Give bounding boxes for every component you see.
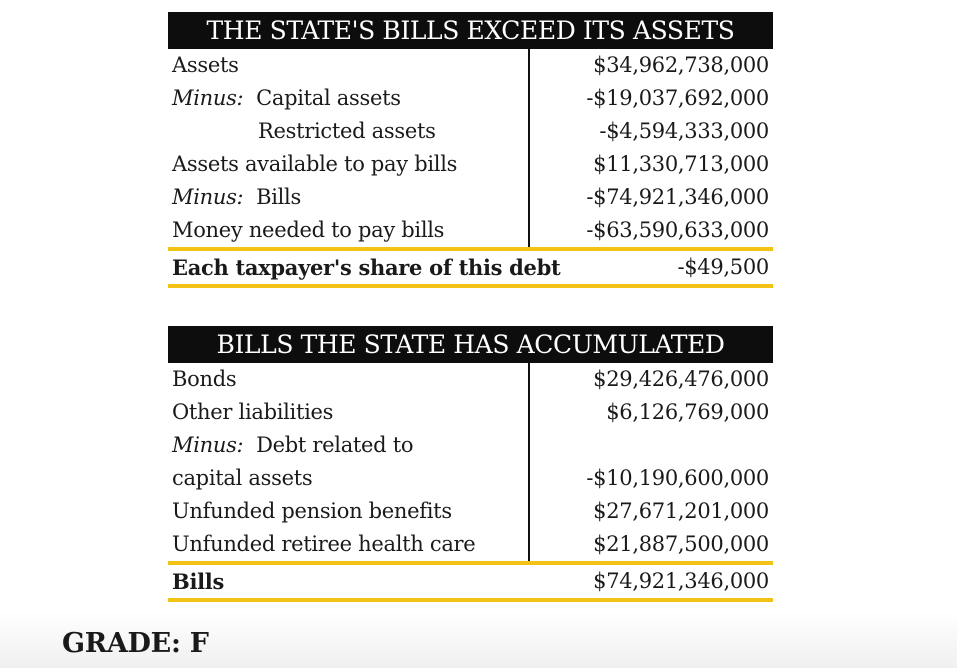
row-prefix: Minus: bbox=[172, 185, 244, 209]
gold-divider bbox=[168, 284, 773, 288]
gold-divider bbox=[168, 598, 773, 602]
table-body bbox=[168, 49, 773, 247]
row-label: Unfunded retiree health care bbox=[172, 532, 476, 556]
assets-vs-bills-table bbox=[168, 12, 773, 288]
row-label: Other liabilities bbox=[172, 400, 334, 424]
total-value: -$49,500 bbox=[677, 255, 769, 279]
table-row bbox=[168, 429, 773, 462]
row-label: Assets available to pay bills bbox=[172, 152, 458, 176]
table-row bbox=[168, 528, 773, 561]
row-value: $29,426,476,000 bbox=[593, 367, 769, 391]
total-row bbox=[168, 251, 773, 284]
row-label-group bbox=[172, 82, 401, 115]
accumulated-bills-table bbox=[168, 326, 773, 602]
total-row bbox=[168, 565, 773, 598]
row-value: $6,126,769,000 bbox=[606, 400, 769, 424]
table-row bbox=[168, 363, 773, 396]
row-value: $34,962,738,000 bbox=[593, 53, 769, 77]
row-value: -$4,594,333,000 bbox=[599, 119, 769, 143]
row-label: Debt related to bbox=[256, 433, 414, 457]
total-value: $74,921,346,000 bbox=[593, 569, 769, 593]
row-value: -$74,921,346,000 bbox=[586, 185, 769, 209]
table-row bbox=[168, 115, 773, 148]
row-label-continued: capital assets bbox=[172, 466, 313, 490]
row-label: Assets bbox=[172, 53, 239, 77]
table-title: THE STATE'S BILLS EXCEED ITS ASSETS bbox=[168, 12, 773, 49]
row-value: -$63,590,633,000 bbox=[586, 218, 769, 242]
row-prefix: Minus: bbox=[172, 86, 244, 110]
row-label-group bbox=[172, 181, 301, 214]
table-row bbox=[168, 462, 773, 495]
table-row bbox=[168, 82, 773, 115]
row-label: Unfunded pension benefits bbox=[172, 499, 452, 523]
table-body bbox=[168, 363, 773, 561]
table-row bbox=[168, 214, 773, 247]
table-row bbox=[168, 148, 773, 181]
table-title: BILLS THE STATE HAS ACCUMULATED bbox=[168, 326, 773, 363]
row-label: Bills bbox=[256, 185, 301, 209]
total-label: Bills bbox=[172, 569, 225, 594]
table-row bbox=[168, 181, 773, 214]
table-row bbox=[168, 396, 773, 429]
row-prefix: Minus: bbox=[172, 433, 244, 457]
row-value: -$19,037,692,000 bbox=[586, 86, 769, 110]
row-value: -$10,190,600,000 bbox=[586, 466, 769, 490]
table-row bbox=[168, 49, 773, 82]
row-label-group bbox=[172, 429, 413, 462]
row-value: $21,887,500,000 bbox=[593, 532, 769, 556]
grade-label: GRADE: F bbox=[62, 628, 209, 659]
row-value: $11,330,713,000 bbox=[593, 152, 769, 176]
row-value: $27,671,201,000 bbox=[593, 499, 769, 523]
total-label: Each taxpayer's share of this debt bbox=[172, 255, 561, 280]
row-label: Bonds bbox=[172, 367, 237, 391]
row-label: Money needed to pay bills bbox=[172, 218, 445, 242]
row-label: Capital assets bbox=[256, 86, 401, 110]
table-row bbox=[168, 495, 773, 528]
row-label: Restricted assets bbox=[258, 119, 436, 143]
